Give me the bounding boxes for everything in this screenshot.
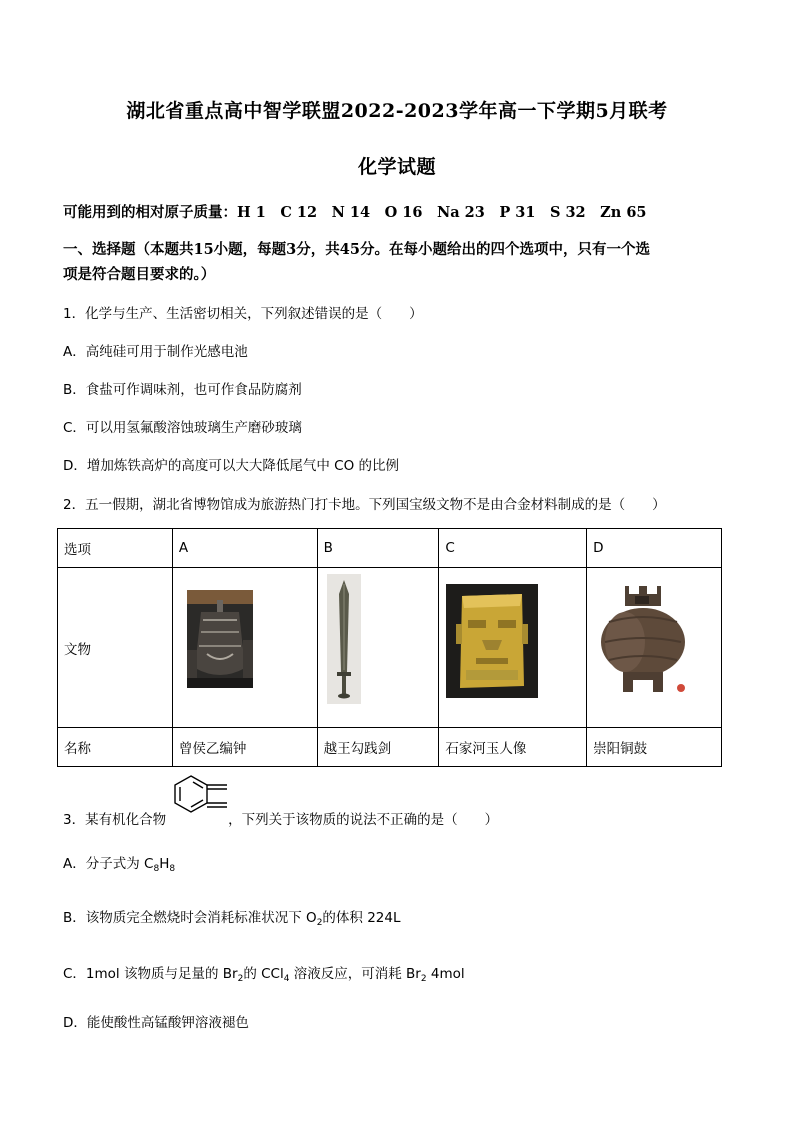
relic-image-cell-b <box>317 568 439 728</box>
relic-name-a: 曾侯乙编钟 <box>172 728 317 767</box>
section-heading-line1: 一、选择题（本题共15小题，每题3分，共45分。在每小题给出的四个选项中，只有一个选 <box>63 241 650 258</box>
relic-image-cell-a <box>172 568 317 728</box>
q1-stem: 1．化学与生产、生活密切相关，下列叙述错误的是（ ） <box>63 306 423 322</box>
relic-name-b: 越王勾践剑 <box>317 728 439 767</box>
q1-option-c: C．可以用氢氟酸溶蚀玻璃生产磨砂玻璃 <box>63 420 302 436</box>
exam-subtitle: 化学试题 <box>357 156 436 178</box>
q2-stem: 2．五一假期，湖北省博物馆成为旅游热门打卡地。下列国宝级文物不是由合金材料制成的是（ ） <box>63 497 666 513</box>
relic-row-label: 文物 <box>58 568 173 728</box>
header-cell-b: B <box>317 529 439 568</box>
q3-stem <box>63 808 498 828</box>
relic-name-d: 崇阳铜鼓 <box>587 728 722 767</box>
q3-stem-prefix: 3．某有机化合物 <box>63 812 167 828</box>
table-image-row <box>58 568 722 728</box>
table-name-row <box>58 728 722 767</box>
relic-image-cell-c <box>439 568 587 728</box>
bronze-sword-image <box>327 574 361 704</box>
relic-name-c: 石家河玉人像 <box>439 728 587 767</box>
q3-option-b: B．该物质完全燃烧时会消耗标准状况下 $O_2$的体积 224L <box>63 910 401 928</box>
q1-option-d: D．增加炼铁高炉的高度可以大大降低尾气中 CO 的比例 <box>63 458 400 474</box>
q1-option-b: B．食盐可作调味剂，也可作食品防腐剂 <box>63 382 302 398</box>
q3-option-a: A．分子式为 $C_8H_8$ <box>63 856 176 874</box>
q3-option-d: D．能使酸性高锰酸钾溶液褪色 <box>63 1015 249 1031</box>
bronze-bells-image <box>187 590 253 688</box>
name-row-label: 名称 <box>58 728 173 767</box>
q3-stem-suffix: ，下列关于该物质的说法不正确的是（ ） <box>228 812 499 828</box>
section-heading-line2: 项是符合题目要求的。） <box>63 266 216 283</box>
header-cell-a: A <box>172 529 317 568</box>
relics-table <box>57 528 722 767</box>
bronze-drum-image <box>595 582 691 700</box>
q1-option-a: A．高纯硅可用于制作光感电池 <box>63 344 248 360</box>
jade-figure-image <box>446 584 538 698</box>
relic-image-cell-d <box>587 568 722 728</box>
header-cell-option: 选项 <box>58 529 173 568</box>
atomic-masses: 可能用到的相对原子质量：H 1 C 12 N 14 O 16 Na 23 P 31 S 32 Zn 65 <box>63 204 647 221</box>
q3-option-c: C．1mol 该物质与足量的 $Br_2$的 CCl$_4$ 溶液反应，可消耗 $Br_2$ 4mol <box>63 966 465 984</box>
table-header-row <box>58 529 722 568</box>
header-cell-d: D <box>587 529 722 568</box>
header-cell-c: C <box>439 529 587 568</box>
exam-title: 湖北省重点高中智学联盟2022-2023学年高一下学期5月联考 <box>126 100 668 122</box>
